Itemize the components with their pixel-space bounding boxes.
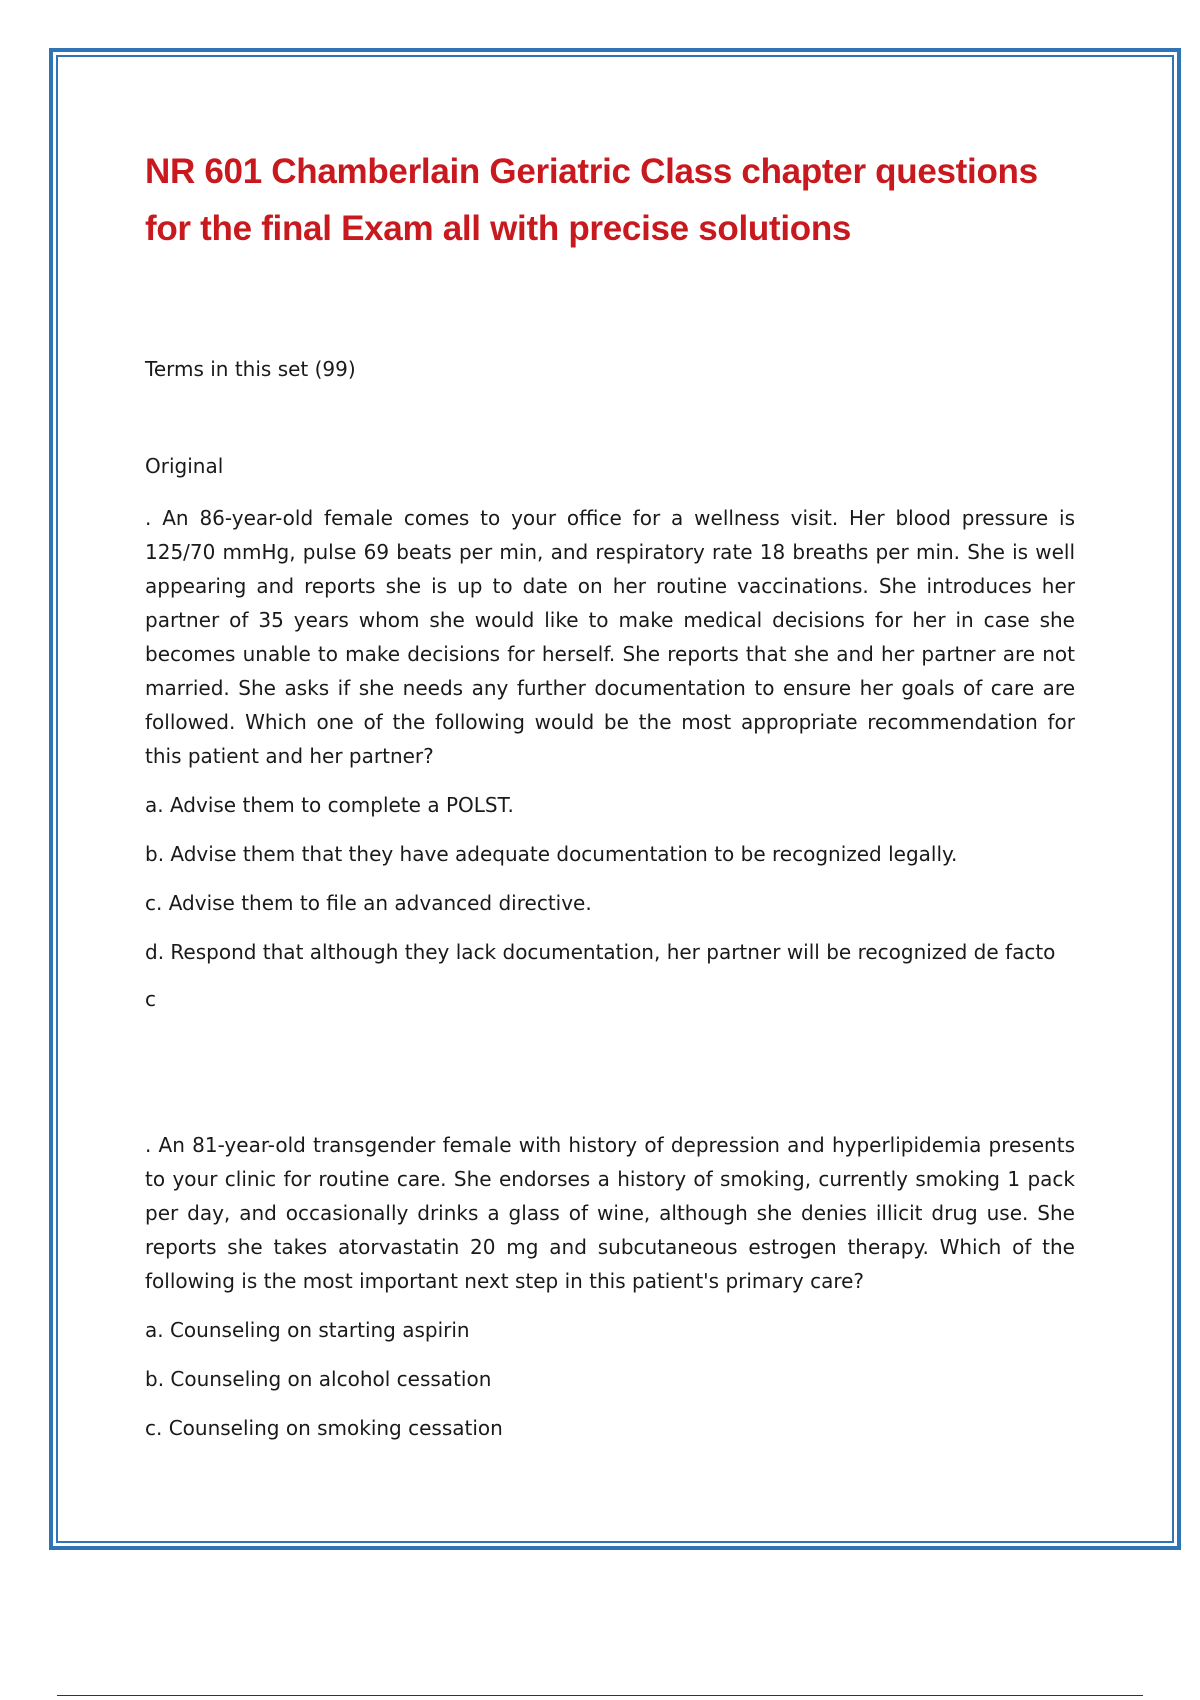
option-d: d. Respond that although they lack documentation, her partner will be recognized de facto — [145, 940, 1056, 964]
option-b: b. Counseling on alcohol cessation — [145, 1367, 492, 1391]
terms-count: Terms in this set (99) — [145, 357, 356, 381]
section-label: Original — [145, 454, 224, 478]
question-block-1 — [145, 501, 1075, 1016]
option-c: c. Advise them to file an advanced directive. — [145, 891, 592, 915]
document-title: NR 601 Chamberlain Geriatric Class chapter questions for the final Exam all with precise solutions — [145, 152, 1038, 248]
option-a: a. Advise them to complete a POLST. — [145, 793, 514, 817]
document-body — [145, 143, 1075, 1445]
question-prompt: . An 86-year-old female comes to your office for a wellness visit. Her blood pressure is 125/70 mmHg, pulse 69 beats per min, and respiratory rate 18 breaths per min. She is well appearing and reports she is up to date on her routine vaccinations. She introduces her partner of 35 years whom she would like to make medical decisions for her in case she becomes unable to make decisions for herself. She reports that she and her partner are not married. She asks if she needs any further documentation to ensure her goals of care are followed. Which one of the following would be the most appropriate recommendation for this patient and her partner? — [145, 506, 1075, 768]
option-a: a. Counseling on starting aspirin — [145, 1318, 470, 1342]
footer-divider — [57, 1695, 1143, 1696]
question-block-2 — [145, 1128, 1075, 1445]
answer-key: c — [145, 987, 156, 1011]
option-c: c. Counseling on smoking cessation — [145, 1416, 503, 1440]
option-b: b. Advise them that they have adequate documentation to be recognized legally. — [145, 842, 958, 866]
question-prompt: . An 81-year-old transgender female with history of depression and hyperlipidemia presents to your clinic for routine care. She endorses a history of smoking, currently smoking 1 pack per day, and occasionally drinks a glass of wine, although she denies illicit drug use. She reports she takes atorvastatin 20 mg and subcutaneous estrogen therapy. Which of the following is the most important next step in this patient's primary care? — [145, 1133, 1075, 1293]
